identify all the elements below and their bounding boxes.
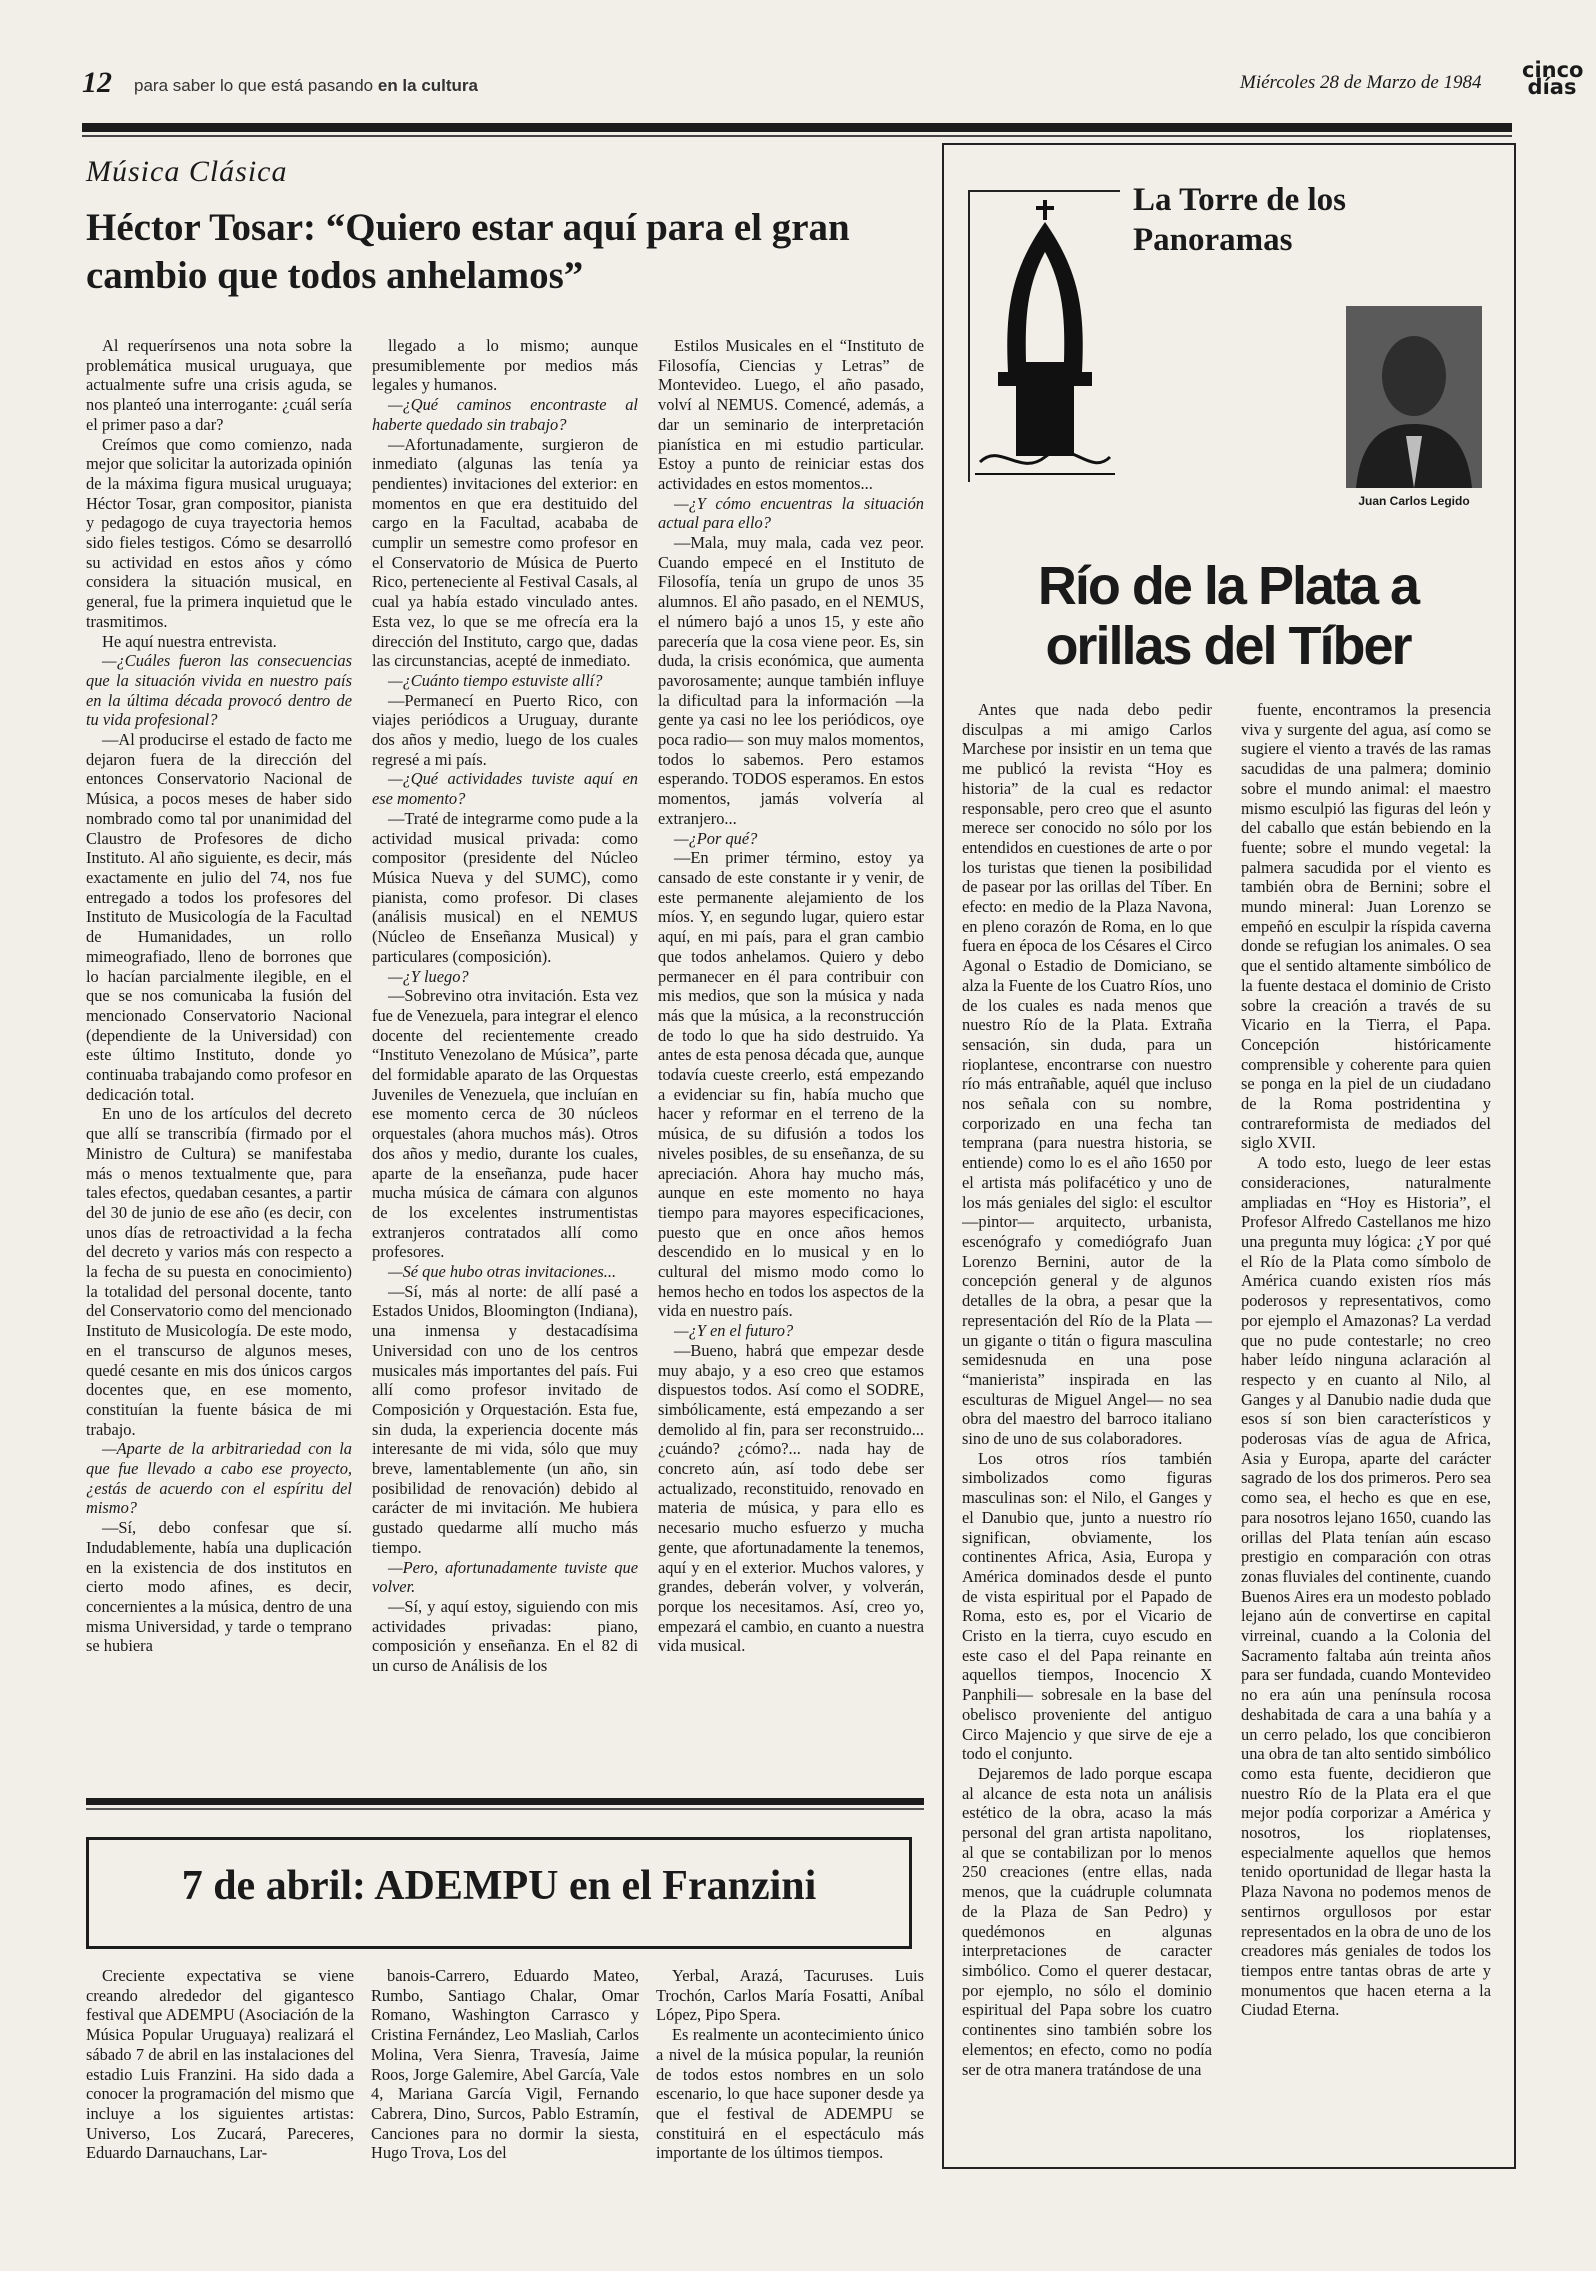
author-portrait bbox=[1346, 306, 1482, 488]
paragraph: —Al producirse el estado de facto me dejaron fuera de la dirección del entonces Conservatorio Nacional de Música, a pocos meses de haber sido nombrado como tal por unanimidad del Claustro de Profesores de dicho Instituto. Al año siguiente, es decir, más exactamente en julio del 74, nos fue entregado a todos los profesores del Instituto de Musicología de la Facultad de Humanidades, un rollo mimeografiado, lleno de borrones que lo hacían parcialmente ilegible, en el que se nos comunicaba la fusión del mencionado Conservatorio Nacional (dependiente de la Universidad) con este último Instituto, donde yo continuaba trabajando como profesor en dedicación total. bbox=[86, 730, 352, 1104]
article-column-3 bbox=[658, 336, 924, 1656]
section-divider bbox=[86, 1798, 924, 1805]
section-kicker: Música Clásica bbox=[86, 155, 288, 188]
article-column-2 bbox=[372, 336, 638, 1676]
paragraph: —¿Y en el futuro? bbox=[674, 1321, 794, 1341]
paragraph: En uno de los artículos del decreto que allí se transcribía (firmado por el Ministro de Cultura) se manifestaba más o menos textualmente que, para tales efectos, quedaban cesantes, a partir del 30 de junio de ese año (es decir, con unos días de retroactividad a la fecha del decreto y varios más con respecto a la fecha de su puesta en conocimiento) la totalidad del personal docente, tanto del Conservatorio como del mencionado Instituto de Musicología. De este modo, en el transcurso de algunos meses, quedé cesante en mis dos únicos cargos docentes que, en ese momento, constituían la fuente básica de mi trabajo. bbox=[86, 1104, 352, 1439]
masthead-logo bbox=[1522, 58, 1584, 99]
issue-date: Miércoles 28 de Marzo de 1984 bbox=[1240, 72, 1482, 93]
tower-illustration bbox=[968, 190, 1120, 482]
header-rule bbox=[82, 123, 1512, 132]
logo-line2: días bbox=[1527, 75, 1577, 99]
ademp-column-1 bbox=[86, 1966, 354, 2163]
paragraph: —Traté de integrarme como pude a la actividad musical privada: como compositor (presidente del Núcleo Música Nueva y del SUMC), como pianista, como profesor. Di clases (análisis musical) en el NEMUS (Núcleo de Enseñanza Musical) y particulares (composición). bbox=[372, 808, 638, 966]
column-text-2 bbox=[1241, 700, 1491, 2020]
paragraph: —¿Cuáles fueron las consecuencias que la situación vivida en nuestro país en la última década provocó dentro de tu vida profesional? bbox=[86, 651, 352, 730]
paragraph: —Bueno, habrá que empezar desde muy abajo, y a eso creo que estamos dispuestos todos. Así como el SODRE, simbólicamente, está empezando a ser demolido al fin, para ser reconstruido... ¿cuándo? ¿cómo?... nada hay de concreto aún, así todo debe ser actualizado, reconstituido, renovado en materia de música, y para ello es necesario mucho esfuerzo y mucha gente, que afortunadamente la tenemos, aquí y en el exterior. Muchos valores, y grandes, deberán volver, y volverán, porque los necesitamos. Así, creo yo, empezará el cambio, en cuanto a nuestra vida musical. bbox=[658, 1340, 924, 1656]
paragraph: —Sí, y aquí estoy, siguiendo con mis actividades privadas: piano, composición y enseñanza. En el 82 di un curso de Análisis de los bbox=[372, 1597, 638, 1676]
ademp-column-2 bbox=[371, 1966, 639, 2163]
paragraph: banois-Carrero, Eduardo Mateo, Rumbo, Santiago Chalar, Omar Romano, Washington Carrasco y Cristina Fernández, Leo Masliah, Carlos Molina, Vera Sienra, Travesía, Jaime Roos, Jorge Galemire, Abel García, Vale 4, Mariana García Vigil, Fernando Cabrera, Dino, Surcos, Pablo Estramín, Canciones para no dormir la siesta, Hugo Trova, Los del bbox=[371, 1966, 639, 2163]
paragraph: Creímos que como comienzo, nada mejor que solicitar la autorizada opinión de la máxima figura musical uruguaya; Héctor Tosar, gran compositor, pianista y pedagogo de cuya trayectoria hemos sido fieles testigos. Cómo se desarrolló su actividad en estos años y cómo considera la situación musical, en general, fue la primera inquietud que le trasmitimos. bbox=[86, 434, 352, 631]
photo-caption: Juan Carlos Legido bbox=[1358, 494, 1470, 508]
article-column-1 bbox=[86, 336, 352, 1656]
paragraph: He aquí nuestra entrevista. bbox=[102, 631, 277, 651]
section-divider-thin bbox=[86, 1808, 924, 1810]
paragraph: —¿Qué caminos encontraste al haberte quedado sin trabajo? bbox=[372, 395, 638, 434]
paragraph: —¿Y cómo encuentras la situación actual para ello? bbox=[658, 493, 924, 533]
paragraph: —Mala, muy mala, cada vez peor. Cuando empecé en el Instituto de Filosofía, tenía un grupo de unos 35 alumnos. El año pasado, en el NEMUS, el número bajó a unos 15, y este año parecería que la cosa viene peor. Es, sin duda, la crisis económica, que aumenta pavorosamente; aunque también influye la dificultad para la información —la gente ya casi no lee los periódicos, oye poca radio— son muy malos momentos, todos lo sabemos. Pero estamos esperando. TODOS esperamos. En estos momentos, jamás volvería al extranjero... bbox=[658, 533, 924, 828]
paragraph: —Pero, afortunadamente tuviste que volver. bbox=[372, 1557, 638, 1597]
paragraph: Antes que nada debo pedir disculpas a mi amigo Carlos Marchese por insistir en un tema que me publicó la revista “Hoy es historia” de la cual es redactor responsable, pero creo que el asunto merece ser conocido no sólo por los entendidos en cuestiones de arte o por los turistas que tienen la posibilidad de pasear por las orillas del Tíber. En efecto: en medio de la Plaza Navona, en pleno corazón de Roma, en lo que fuera en época de los Césares el Circo Agonal o Estadio de Domiciano, se alza la Fuente de los Cuatro Ríos, uno de los cuales es nada menos que nuestro Río de la Plata. Extraña sensación, sin duda, para un rioplantese, encontrarse con nuestro río más entrañable, aquél que incluso nos señala con su nombre, corporizado en una fecha tan temprana (para nuestra historia, se entiende) como lo es el año 1650 por el artista más polifacético y uno de los más geniales del siglo: el escultor —pintor— arquitecto, urbanista, escenógrafo y comediógrafo Juan Lorenzo Bernini, autor de la concepción general y de algunos detalles de la obra, a pesar que la representación del Río de la Plata —un gigante o titán o figura masculina semidesnuda en una pose “manierista” inspirada en las esculturas de Miguel Angel— no sea obra del maestro del barroco italiano sino de uno de sus colaboradores. bbox=[962, 700, 1212, 1449]
paragraph: Yerbal, Arazá, Tacuruses. Luis Trochón, Carlos María Fosatti, Aníbal López, Pipo Spera. bbox=[656, 1966, 924, 2025]
paragraph: —Sí, más al norte: de allí pasé a Estados Unidos, Bloomington (Indiana), una inmensa y destacadísima Universidad con uno de los centros musicales más importantes del país. Fui allí como profesor invitado de Composición y Orquestación. Esta fue, sin duda, la experiencia docente más interesante de mi vida, sólo que muy breve, lamentablemente (un año, sin posibilidad de renovación) debido al carácter de mi invitación. Me hubiera gustado quedarme allí mucho más tiempo. bbox=[372, 1281, 638, 1557]
ademp-column-3 bbox=[656, 1966, 924, 2163]
paragraph: —¿Y luego? bbox=[388, 966, 469, 986]
paragraph: —¿Por qué? bbox=[674, 828, 758, 848]
page-header bbox=[82, 58, 1584, 102]
author-photo bbox=[1346, 306, 1482, 488]
article-headline: Héctor Tosar: “Quiero estar aquí para el gran cambio que todos anhelamos” bbox=[86, 206, 850, 297]
paragraph: —En primer término, estoy ya cansado de este constante ir y venir, de este permanente alejamiento de los míos. Y, en segundo lugar, quiero estar aquí, en mi país, para el gran cambio que todos anhelamos. Quiero y debo permanecer en él para contribuir con mis medios, que son la música y nada más que la música, a la reconstrucción de todo lo que ha sido destruido. Ya antes de esta penosa década que, aunque todavía cueste creerlo, está empezando a evidenciar su fin, había mucho que hacer y reformar en el terreno de la música, de su difusión a todos los niveles posibles, de su enseñanza, de su apreciación. Ahora hay mucho más, aunque en este momento no haya tiempo para mayores especificaciones, puesto que en once años hemos descendido en lo musical y en lo cultural del mismo modo como lo hemos hecho en todos los aspectos de la vida en nuestro país. bbox=[658, 848, 924, 1321]
paragraph: —Sí, debo confesar que sí. Indudablemente, había una duplicación en la existencia de dos institutos en cierto modo afines, es decir, concernientes a la música, dentro de una misma Universidad, y tarde o temprano se hubiera bbox=[86, 1518, 352, 1656]
paragraph: A todo esto, luego de leer estas consideraciones, naturalmente ampliadas en “Hoy es Historia”, el Profesor Alfredo Castellanos me hizo una pregunta muy lógica: ¿Y por qué el Río de la Plata como símbolo de América cuando existen ríos más poderosos y representativos, como por ejemplo el Amazonas? La verdad que no pude contestarle; no creo haber leído ninguna aclaración al respecto y en cuanto al Nilo, al Ganges y al Danubio nadie duda que esos sí son bien característicos y poderosas vías de agua de Africa, Asia y Europa, aparte del carácter sagrado de los dos primeros. Pero sea como sea, el hecho es que en ese, para nosotros lejano 1650, cuando las orillas del Plata tenían aún escaso prestigio en comparación con otras zonas fluviales del continente, cuando Buenos Aires era un modesto poblado lejano aún de convertirse en capital virreinal, cuando a la Colonia del Sacramento faltaba aún treinta años para ser fundada, cuando Montevideo no era aún una península rocosa deshabitada de cara a una bahía y a un cerro pelado, los que concibieron una obra de tan alto sentido simbólico como esta fuente, decidieron que nuestro Río de la Plata era el que mejor podía corporizar a América y nosotros, los rioplatenses, especialmente aquellos que hemos tenido oportunidad de llegar hasta la Plaza Navona no podemos menos de sentirnos orgullosos por estar representados en la obra de uno de los creadores más geniales de todos los tiempos entre tantas obras de arte y monumentos que hacen eterna a la Ciudad Eterna. bbox=[1241, 1153, 1491, 2020]
paragraph: —Permanecí en Puerto Rico, con viajes periódicos a Uruguay, durante dos años y medio, luego de los cuales regresé a mi país. bbox=[372, 690, 638, 769]
section-label bbox=[134, 76, 478, 96]
logo-line1: cinco bbox=[1522, 58, 1584, 82]
paragraph: Los otros ríos también simbolizados como figuras masculinas son: el Nilo, el Ganges y el Danubio que, junto a nuestro río significan, obviamente, los continentes Africa, Asia, Europa y América dominados desde el punto de vista espiritual por el Papado de Roma, esto es, por el Vicario de Cristo en la tierra, cuyo escudo en este caso el del Papa reinante en aquellos tiempos, Inocencio X Panphili— sobresale en la base del obelisco proveniente del antiguo Circo Majencio y que sirve de eje a todo el conjunto. bbox=[962, 1448, 1212, 1764]
paragraph: —Afortunadamente, surgieron de inmediato (algunas las tenía ya pendientes) invitaciones del exterior: en momentos en que era destituido del cargo en la Facultad, acababa de cumplir un semestre como profesor en el Conservatorio de Música de Puerto Rico, perteneciente al Festival Casals, al cual ya había estado vinculado antes. Esta vez, lo que se me ofrecía era la dirección del Instituto, cargo que, dadas las circunstancias, acepté de inmediato. bbox=[372, 434, 638, 671]
ademp-title-box bbox=[86, 1837, 912, 1949]
paragraph: —Sobrevino otra invitación. Esta vez fue de Venezuela, para integrar el elenco docente del recientemente creado “Instituto Venezolano de Música”, parte del formidable aparato de las Orquestas Juveniles de Venezuela, que incluían en ese momento cerca de 30 núcleos orquestales (ahora muchos más). Otros dos años y medio, durante los cuales, aparte de la enseñanza, pude hacer mucha música de cámara con algunos de los excelentes instrumentistas extranjeros contratados allí como profesores. bbox=[372, 986, 638, 1262]
column-headline: Río de la Plata a orillas del Tíber bbox=[1037, 556, 1419, 676]
column-title: La Torre de los Panoramas bbox=[1133, 182, 1347, 258]
section-text: para saber lo que está pasando bbox=[134, 76, 374, 95]
paragraph: —¿Qué actividades tuviste aquí en ese momento? bbox=[372, 769, 638, 809]
paragraph: —Aparte de la arbitrariedad con la que fue llevado a cabo ese proyecto, ¿estás de acuerdo con el espíritu del mismo? bbox=[86, 1439, 352, 1518]
header-rule-thin bbox=[82, 135, 1512, 137]
paragraph: —¿Cuánto tiempo estuviste allí? bbox=[388, 670, 603, 690]
paragraph: Al requerírsenos una nota sobre la problemática musical uruguaya, que actualmente sufre una crisis aguda, se nos planteó una interrogante: ¿cuál sería el primer paso a dar? bbox=[86, 336, 352, 434]
paragraph: Creciente expectativa se viene creando alrededor del gigantesco festival que ADEMPU (Asociación de la Música Popular Uruguaya) realizará el sábado 7 de abril en las instalaciones del estadio Luis Franzini. Ha sido dada a conocer la programación del mismo que incluye a los siguientes artistas: Universo, Los Zucará, Pareceres, Eduardo Darnauchans, Lar- bbox=[86, 1966, 354, 2163]
page-number: 12 bbox=[82, 66, 112, 99]
paragraph: Estilos Musicales en el “Instituto de Filosofía, Ciencias y Letras” de Montevideo. Luego, el año pasado, volví al NEMUS. Comencé, además, a dar un seminario de interpretación pianística en mi estudio particular. Estoy a punto de reiniciar estas dos actividades en estos momentos... bbox=[658, 336, 924, 493]
column-text-1 bbox=[962, 700, 1212, 2079]
paragraph: Dejaremos de lado porque escapa al alcance de esta nota un análisis estético de la obra, acaso la más personal del gran artista napolitano, al que se contabilizan por lo menos 250 creaciones (entre ellas, nada menos, que la cuádruple columnata de la Plaza de San Pedro) y quedémonos en algunas interpretaciones de caracter simbólico. Como el querer destacar, por ejemplo, no sólo el dominio espiritual del Papa sobre los cuatro continentes sino también sobre los elementos; en efecto, como no podía ser de otra manera tratándose de una bbox=[962, 1763, 1212, 2079]
paragraph: fuente, encontramos la presencia viva y surgente del agua, así como se sugiere el viento a través de las ramas sacudidas de una palmera; dominio sobre el mundo animal: el maestro mismo esculpió las figuras del león y del caballo que están bebiendo en la fuente; sobre el mundo vegetal: la palmera sacudida por el viento es también obra de Bernini; sobre el mundo mineral: Juan Lorenzo se empeñó en esculpir la ríspida caverna donde se refugian los animales. O sea que el sentido altamente simbólico de la fuente destaca el dominio de Cristo sobre la creación a través de su Vicario en la Tierra, el Papa. Concepción históricamente comprensible y coherente para quien se ponga en la piel de un ciudadano de la Roma postridentina y contrareformista de mediados del siglo XVII. bbox=[1241, 700, 1491, 1153]
ademp-headline: 7 de abril: ADEMPU en el Franzini bbox=[181, 1863, 817, 1909]
paragraph: —Sé que hubo otras invitaciones... bbox=[388, 1262, 617, 1282]
paragraph: llegado a lo mismo; aunque presumiblemente por medios más legales y humanos. bbox=[372, 336, 638, 395]
paragraph: Es realmente un acontecimiento único a nivel de la música popular, la reunión de todos estos nombres en un solo escenario, lo que hace suponer desde ya que el festival de ADEMPU se constituirá en el espectáculo más importante de los últimos tiempos. bbox=[656, 2025, 924, 2163]
section-bold-text: en la cultura bbox=[377, 76, 478, 95]
